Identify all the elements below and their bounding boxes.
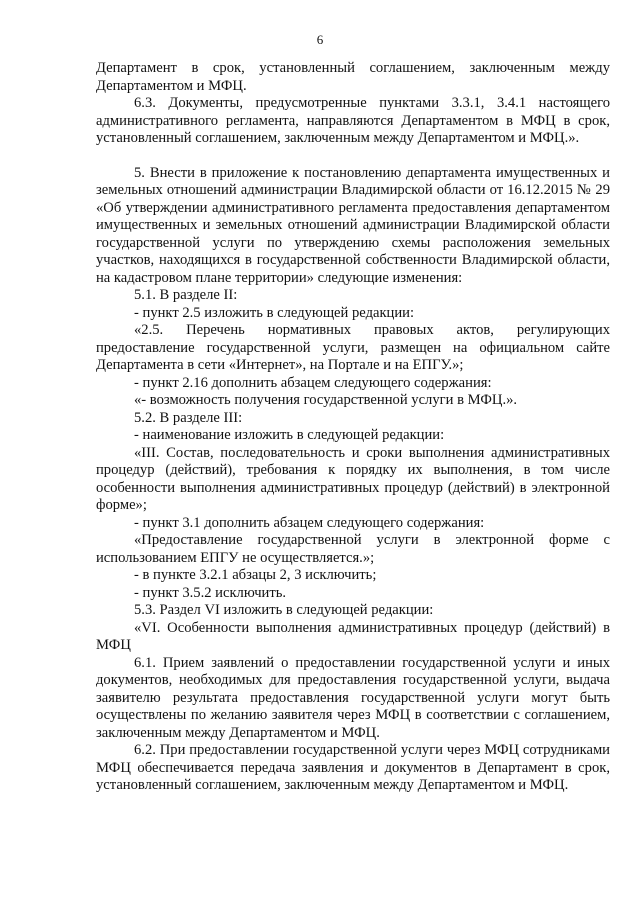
paragraph: 5.3. Раздел VI изложить в следующей редакции: bbox=[134, 602, 434, 618]
paragraph: - в пункте 3.2.1 абзацы 2, 3 исключить; bbox=[134, 567, 377, 583]
paragraph: «VI. Особенности выполнения административных процедур (действий) в МФЦ bbox=[96, 619, 610, 653]
paragraph: - пункт 2.5 изложить в следующей редакции: bbox=[134, 304, 415, 321]
paragraph: «Предоставление государственной услуги в электронной форме с использованием ЕПГУ не осуществляется.»; bbox=[96, 532, 610, 566]
paragraph: - пункт 3.5.2 исключить. bbox=[134, 584, 287, 601]
paragraph: 6.1. Прием заявлений о предоставлении государственной услуги и иных документов, необходимых для предоставления государственной услуги, выдача заявителю результата предоставления государственной услуги могут быть осуществлены по желанию заявителя через МФЦ в соответствии с соглашением, заключенным между Департаментом и МФЦ. bbox=[96, 654, 610, 741]
paragraph: 5. Внести в приложение к постановлению департамента имущественных и земельных отношений администрации Владимирской области от 16.12.2015 № 29 «Об утверждении административного регламента предоставления департаментом имущественных и земельных отношений администрации Владимирской области государственной услуги по утверждению схемы расположения земельных участков, находящихся в государственной собственности Владимирской области, на кадастровом плане территории» следующие изменения: bbox=[96, 164, 610, 286]
paragraph: - пункт 3.1 дополнить абзацем следующего содержания: bbox=[134, 514, 485, 531]
document-body bbox=[96, 60, 610, 795]
paragraph-gap bbox=[96, 148, 610, 165]
paragraph: «2.5. Перечень нормативных правовых актов, регулирующих предоставление государственной услуги, размещен на официальном сайте Департамента в сети «Интернет», на Портале и на ЕПГУ.»; bbox=[96, 322, 610, 373]
paragraph: 6.3. Документы, предусмотренные пунктами 3.3.1, 3.4.1 настоящего административного регламента, направляются Департаментом в МФЦ в срок, установленный соглашением, заключенным между Департаментом и МФЦ.». bbox=[96, 95, 610, 146]
paragraph: 6.2. При предоставлении государственной услуги через МФЦ сотрудниками МФЦ обеспечивается передача заявления и документов в Департамент в срок, установленный соглашением, заключенным между Департаментом и МФЦ. bbox=[96, 742, 610, 793]
paragraph: Департамент в срок, установленный соглашением, заключенным между Департаментом и МФЦ. bbox=[96, 60, 610, 94]
paragraph: - наименование изложить в следующей редакции: bbox=[134, 427, 445, 443]
paragraph: 5.1. В разделе II: bbox=[134, 287, 238, 303]
paragraph: «- возможность получения государственной услуги в МФЦ.». bbox=[134, 392, 518, 408]
paragraph: - пункт 2.16 дополнить абзацем следующего содержания: bbox=[134, 374, 492, 391]
paragraph: «III. Состав, последовательность и сроки выполнения административных процедур (действий), требования к порядку их выполнения, в том числе особенности выполнения административных процедур (действий) в электронной форме»; bbox=[96, 444, 610, 513]
paragraph: 5.2. В разделе III: bbox=[134, 409, 243, 426]
page-number: 6 bbox=[316, 32, 324, 47]
